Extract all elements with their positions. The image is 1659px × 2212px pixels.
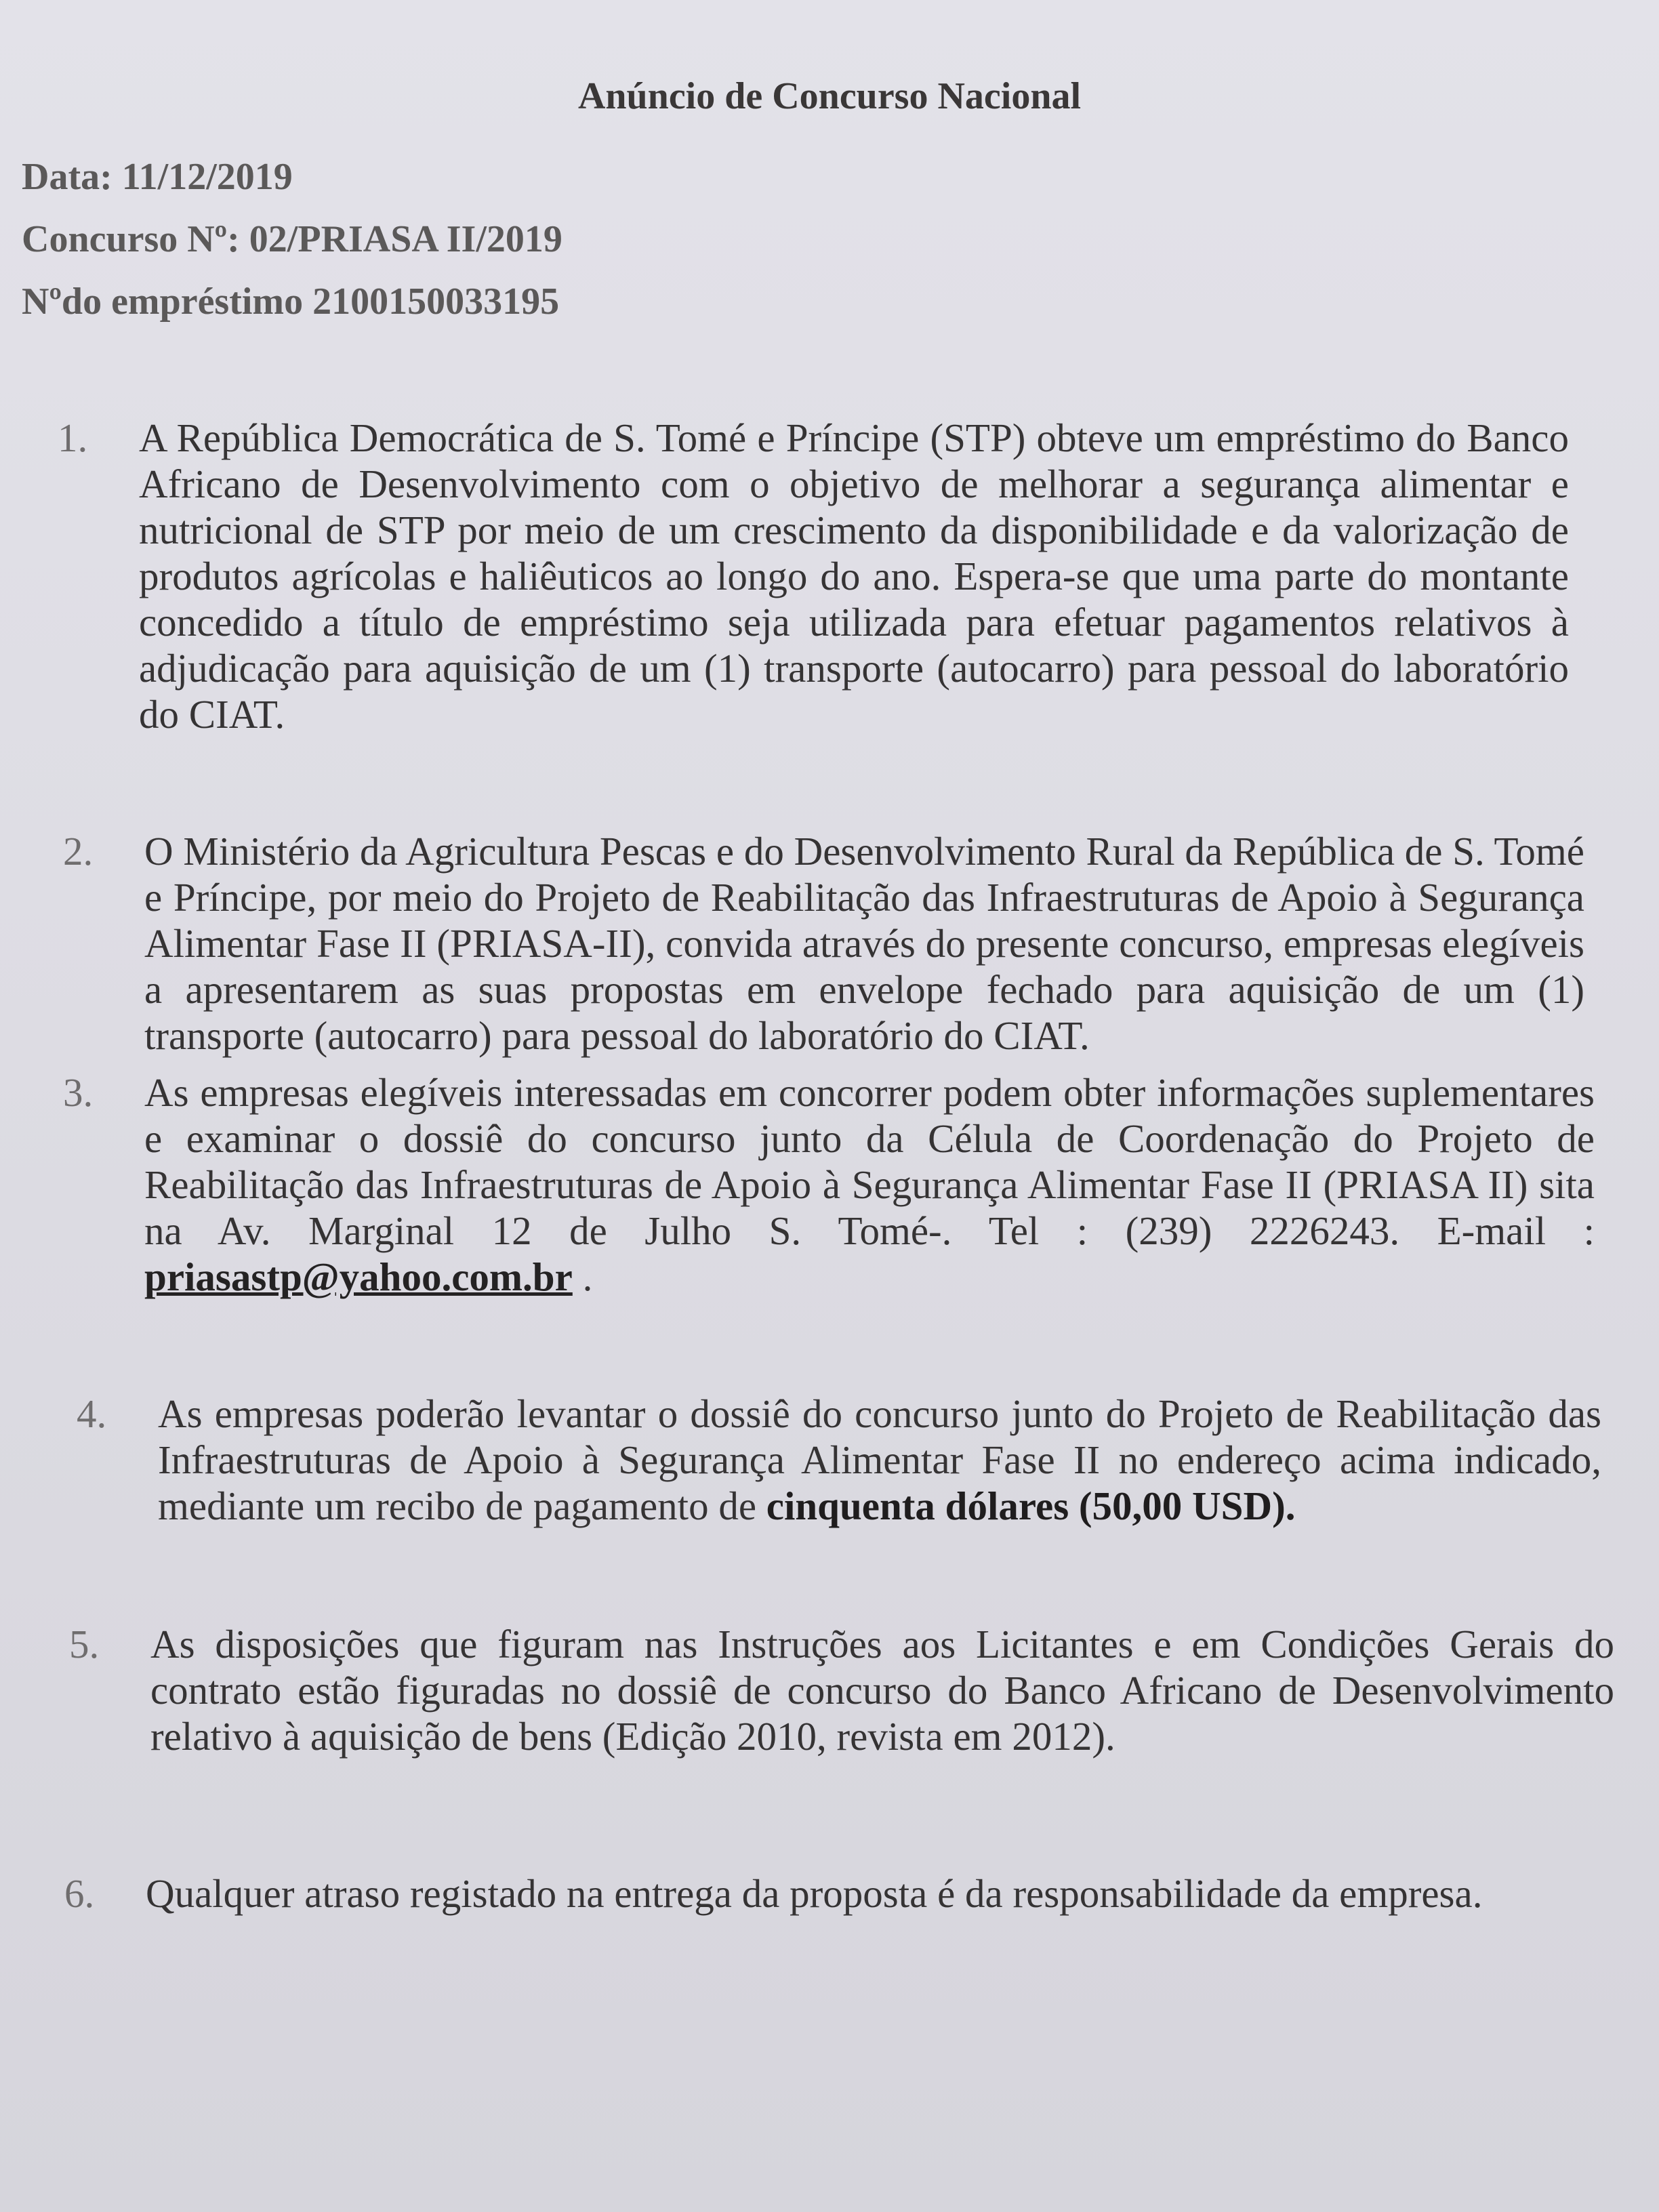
list-item-text: O Ministério da Agricultura Pescas e do Desenvolvimento Rural da República de S. Tomé e Príncipe, por meio do Projeto de Reabilitação das Infraestruturas de Apoio à Segurança Alimentar Fase II (PRIASA-II), convida através do presente concurso, empresas elegíveis a apresentarem as suas propostas em envelope fechado para aquisição de um (1) transporte (autocarro) para pessoal do laboratório do CIAT. [144, 829, 1584, 1058]
item-3-end: . [572, 1254, 593, 1299]
list-item-text [158, 1391, 1601, 1529]
list-item-number: 3. [63, 1070, 94, 1115]
email-link[interactable]: priasastp@yahoo.com.br [144, 1254, 573, 1299]
list-item-text [144, 1069, 1595, 1300]
list-item-4 [77, 1391, 1601, 1529]
list-item-number: 1. [58, 415, 88, 460]
list-item-number: 5. [69, 1622, 100, 1666]
list-item-3 [63, 1069, 1595, 1300]
item-3-text: As empresas elegíveis interessadas em concorrer podem obter informações suplementares e examinar o dossiê do concurso junto da Célula de Coordenação do Projeto de Reabilitação das Infraestruturas de Apoio à Segurança Alimentar Fase II (PRIASA II) sita na Av. Marginal 12 de Julho S. Tomé-. Tel : (239) 2226243. E-mail : [144, 1070, 1595, 1253]
date-line: Data: 11/12/2019 [22, 156, 293, 198]
item-4-text: As empresas poderão levantar o dossiê do concurso junto do Projeto de Reabilitação das Infraestruturas de Apoio à Segurança Alimentar Fase II no endereço acima indicado, mediante um recibo de pagamento de [158, 1391, 1601, 1528]
header-meta [22, 146, 562, 333]
page-title: Anúncio de Concurso Nacional [577, 75, 1082, 117]
payment-amount: cinquenta dólares (50,00 USD). [766, 1483, 1296, 1528]
list-item-number: 4. [77, 1391, 107, 1436]
tender-number-line: Concurso Nº: 02/PRIASA II/2019 [22, 218, 562, 260]
list-item-text: A República Democrática de S. Tomé e Príncipe (STP) obteve um empréstimo do Banco Africano de Desenvolvimento com o objetivo de melhorar a segurança alimentar e nutricional de STP por meio de um crescimento da disponibilidade e da valorização de produtos agrícolas e haliêuticos ao longo do ano. Espera-se que uma parte do montante concedido a título de empréstimo seja utilizada para efetuar pagamentos relativos à adjudicação para aquisição de um (1) transporte (autocarro) para pessoal do laboratório do CIAT. [139, 415, 1569, 737]
loan-number-line: Nºdo empréstimo 2100150033195 [22, 281, 560, 323]
list-item-1 [58, 415, 1569, 737]
list-item-text: Qualquer atraso registado na entrega da proposta é da responsabilidade da empresa. [146, 1871, 1483, 1916]
list-item-number: 6. [64, 1871, 95, 1916]
list-item-2 [63, 828, 1584, 1059]
list-item-text: As disposições que figuram nas Instruções aos Licitantes e em Condições Gerais do contrato estão figuradas no dossiê de concurso do Banco Africano de Desenvolvimento relativo à aquisição de bens (Edição 2010, revista em 2012). [150, 1622, 1614, 1759]
list-item-number: 2. [63, 829, 94, 874]
list-item-6 [64, 1870, 1623, 1917]
list-item-5 [69, 1621, 1614, 1759]
